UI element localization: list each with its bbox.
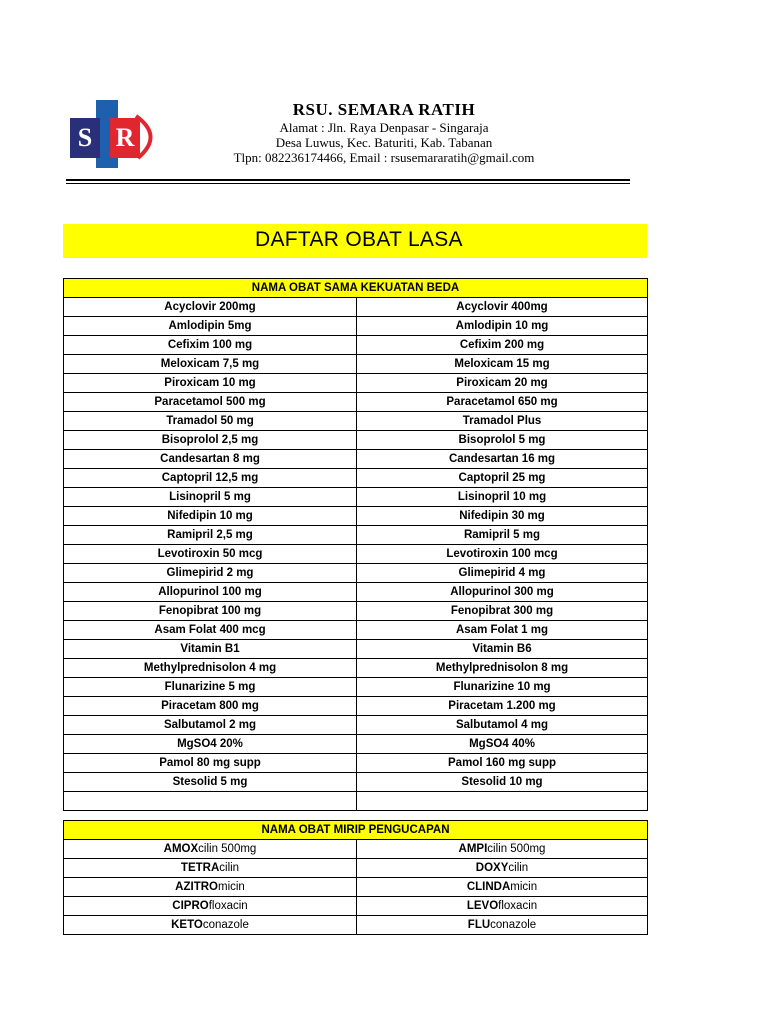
drug-prefix: DOXY [475, 862, 509, 874]
table-row [64, 773, 648, 792]
drug-cell-right: Lisinopril 10 mg [357, 488, 648, 507]
drug-cell-left: Ramipril 2,5 mg [64, 526, 357, 545]
table-row [64, 916, 648, 935]
table-row [64, 878, 648, 897]
table-row [64, 431, 648, 450]
drug-cell-left [64, 792, 357, 811]
drug-suffix: cilin 500mg [487, 843, 546, 855]
similar-sound-table [63, 820, 648, 935]
drug-suffix: micin [510, 881, 538, 893]
letterhead-rule-thick [66, 179, 630, 181]
drug-cell-left [64, 897, 357, 916]
drug-cell-left: Pamol 80 mg supp [64, 754, 357, 773]
drug-cell-right: Flunarizine 10 mg [357, 678, 648, 697]
drug-cell-right: Asam Folat 1 mg [357, 621, 648, 640]
drug-cell-right: Stesolid 10 mg [357, 773, 648, 792]
drug-cell-right: Amlodipin 10 mg [357, 317, 648, 336]
drug-cell-left: Stesolid 5 mg [64, 773, 357, 792]
table-row [64, 792, 648, 811]
table-row [64, 469, 648, 488]
drug-cell-right: Acyclovir 400mg [357, 298, 648, 317]
letterhead [62, 92, 642, 172]
drug-prefix: AMOX [163, 843, 199, 855]
drug-suffix: conazole [490, 919, 537, 931]
address-line-1: Alamat : Jln. Raya Denpasar - Singaraja [279, 120, 489, 135]
drug-cell-left [64, 840, 357, 859]
table-row [64, 697, 648, 716]
drug-cell-right: Methylprednisolon 8 mg [357, 659, 648, 678]
contact-line: Tlpn: 082236174466, Email : rsusemararatih@gmail.com [233, 150, 535, 165]
drug-cell-right: Glimepirid 4 mg [357, 564, 648, 583]
drug-cell-left: Candesartan 8 mg [64, 450, 357, 469]
drug-cell-right: Bisoprolol 5 mg [357, 431, 648, 450]
drug-cell-right: Piroxicam 20 mg [357, 374, 648, 393]
drug-cell-left: Amlodipin 5mg [64, 317, 357, 336]
drug-cell-right: Meloxicam 15 mg [357, 355, 648, 374]
drug-cell-left: Methylprednisolon 4 mg [64, 659, 357, 678]
drug-cell-left: Meloxicam 7,5 mg [64, 355, 357, 374]
table-row [64, 355, 648, 374]
drug-prefix: LEVO [466, 900, 499, 912]
drug-cell-left: Piracetam 800 mg [64, 697, 357, 716]
section-header-similar-sound: NAMA OBAT MIRIP PENGUCAPAN [64, 821, 648, 840]
table-row [64, 840, 648, 859]
table-row [64, 640, 648, 659]
drug-cell-left: Bisoprolol 2,5 mg [64, 431, 357, 450]
table-row [64, 545, 648, 564]
drug-cell-left [64, 859, 357, 878]
section-header-row [64, 279, 648, 298]
table-row [64, 564, 648, 583]
drug-cell-left: Glimepirid 2 mg [64, 564, 357, 583]
table-row [64, 488, 648, 507]
drug-cell-left: Allopurinol 100 mg [64, 583, 357, 602]
table-row [64, 317, 648, 336]
hospital-logo [66, 96, 162, 172]
drug-cell-right: Candesartan 16 mg [357, 450, 648, 469]
drug-suffix: floxacin [498, 900, 538, 912]
same-name-table [63, 278, 648, 811]
drug-cell-right [357, 792, 648, 811]
drug-cell-left: MgSO4 20% [64, 735, 357, 754]
table-row [64, 450, 648, 469]
drug-cell-left: Vitamin B1 [64, 640, 357, 659]
drug-cell-left: Captopril 12,5 mg [64, 469, 357, 488]
drug-cell-right: Salbutamol 4 mg [357, 716, 648, 735]
table-row [64, 754, 648, 773]
letterhead-text [184, 100, 584, 165]
drug-cell-left: Cefixim 100 mg [64, 336, 357, 355]
drug-cell-left: Fenopibrat 100 mg [64, 602, 357, 621]
table-row [64, 298, 648, 317]
drug-cell-left [64, 916, 357, 935]
drug-cell-right [357, 897, 648, 916]
drug-cell-left: Nifedipin 10 mg [64, 507, 357, 526]
drug-cell-right [357, 878, 648, 897]
drug-cell-right: Tramadol Plus [357, 412, 648, 431]
drug-cell-right: Captopril 25 mg [357, 469, 648, 488]
table-row [64, 393, 648, 412]
table-row [64, 897, 648, 916]
drug-cell-right: Nifedipin 30 mg [357, 507, 648, 526]
drug-cell-left: Salbutamol 2 mg [64, 716, 357, 735]
table-row [64, 336, 648, 355]
section-header-same-name: NAMA OBAT SAMA KEKUATAN BEDA [64, 279, 648, 298]
drug-prefix: CIPRO [172, 900, 209, 912]
document-title-bar [63, 224, 647, 258]
svg-text:R: R [115, 123, 135, 152]
drug-prefix: KETO [171, 919, 203, 931]
drug-cell-left: Lisinopril 5 mg [64, 488, 357, 507]
drug-cell-left: Flunarizine 5 mg [64, 678, 357, 697]
table-row [64, 659, 648, 678]
table-row [64, 716, 648, 735]
letterhead-rule-thin [66, 183, 630, 184]
drug-cell-right [357, 840, 648, 859]
drug-cell-right: Paracetamol 650 mg [357, 393, 648, 412]
drug-prefix: CLINDA [466, 881, 511, 893]
drug-cell-right: Pamol 160 mg supp [357, 754, 648, 773]
drug-cell-right: Vitamin B6 [357, 640, 648, 659]
table-row [64, 526, 648, 545]
drug-cell-left: Paracetamol 500 mg [64, 393, 357, 412]
table-row [64, 735, 648, 754]
drug-suffix: conazole [202, 919, 249, 931]
drug-suffix: floxacin [208, 900, 248, 912]
table-row [64, 859, 648, 878]
drug-cell-right: Ramipril 5 mg [357, 526, 648, 545]
drug-cell-right [357, 916, 648, 935]
drug-cell-right [357, 859, 648, 878]
hospital-name: RSU. SEMARA RATIH [292, 100, 476, 119]
table-row [64, 602, 648, 621]
table-row [64, 678, 648, 697]
address-line-2: Desa Luwus, Kec. Baturiti, Kab. Tabanan [275, 135, 493, 150]
table-row [64, 621, 648, 640]
drug-suffix: cilin [219, 862, 240, 874]
drug-suffix: cilin [508, 862, 529, 874]
table-row [64, 374, 648, 393]
table-row [64, 507, 648, 526]
table-row [64, 412, 648, 431]
drug-cell-left: Asam Folat 400 mcg [64, 621, 357, 640]
drug-cell-left [64, 878, 357, 897]
drug-prefix: TETRA [180, 862, 220, 874]
drug-suffix: micin [217, 881, 245, 893]
drug-cell-right: Piracetam 1.200 mg [357, 697, 648, 716]
drug-cell-right: Cefixim 200 mg [357, 336, 648, 355]
drug-cell-left: Acyclovir 200mg [64, 298, 357, 317]
document-title: DAFTAR OBAT LASA [255, 228, 463, 251]
drug-cell-right: MgSO4 40% [357, 735, 648, 754]
drug-cell-left: Piroxicam 10 mg [64, 374, 357, 393]
svg-text:S: S [77, 123, 93, 152]
drug-cell-left: Levotiroxin 50 mcg [64, 545, 357, 564]
drug-cell-right: Fenopibrat 300 mg [357, 602, 648, 621]
drug-prefix: FLU [467, 919, 491, 931]
drug-cell-right: Allopurinol 300 mg [357, 583, 648, 602]
section-header-row [64, 821, 648, 840]
table-row [64, 583, 648, 602]
drug-prefix: AZITRO [175, 881, 218, 893]
drug-prefix: AMPI [458, 843, 488, 855]
drug-cell-left: Tramadol 50 mg [64, 412, 357, 431]
drug-cell-right: Levotiroxin 100 mcg [357, 545, 648, 564]
drug-suffix: cilin 500mg [198, 843, 257, 855]
